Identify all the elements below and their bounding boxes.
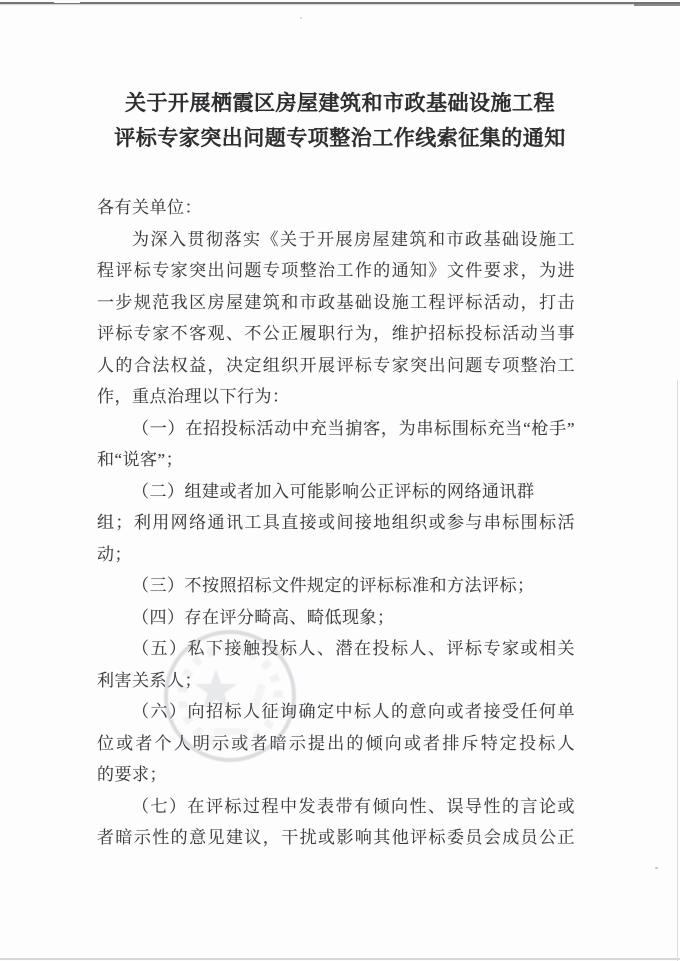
body-line: 和“说客”； [97,450,184,469]
scan-edge-right [677,380,678,961]
document-title-line1: 关于开展栖霞区房屋建筑和市政基础设施工程 [125,91,555,115]
body-line: 一步规范我区房屋建筑和市政基础设施工程评标活动，打击 [97,292,575,312]
body-line: （二）组建或者加入可能影响公正评标的网络通讯群 [132,481,535,501]
body-line: 动； [97,544,132,564]
scan-speck [300,17,302,19]
body-line: （一）在招投标活动中充当掮客，为串标围标充当“枪手” [132,418,575,438]
body-line: （七）在评标过程中发表带有倾向性、误导性的言论或 [132,796,575,816]
body-line: 者暗示性的意见建议，干扰或影响其他评标委员会成员公正 [97,828,575,847]
body-line: （四）存在评分畸高、畸低现象； [132,607,395,627]
body-line: 位或者个人明示或者暗示提出的倾向或者排斥特定投标人 [97,733,575,753]
body-line: 利害关系人； [97,670,202,690]
body-line: （六）向招标人征询确定中标人的意向或者接受任何单 [132,702,575,721]
document-body [97,192,575,854]
body-line: 评标专家不客观、不公正履职行为，维护招标投标活动当事 [97,324,575,343]
scan-edge-top [0,2,680,4]
body-line: 程评标专家突出问题专项整治工作的通知》文件要求，为进 [97,261,575,280]
scan-speck [655,867,658,869]
body-line: 为深入贯彻落实《关于开展房屋建筑和市政基础设施工 [132,229,575,249]
scan-edge-top-segment [634,4,680,6]
document-title-line2: 评标专家突出问题专项整治工作线索征集的通知 [114,126,566,150]
body-line: （三）不按照招标文件规定的评标标准和方法评标； [132,576,535,595]
body-line: 各有关单位： [97,198,202,217]
body-line: 作，重点治理以下行为： [97,387,290,406]
body-line: 人的合法权益，决定组织开展评标专家突出问题专项整治工 [97,355,575,375]
body-line: 组；利用网络通讯工具直接或间接地组织或参与串标围标活 [97,513,575,532]
document-title [0,86,680,156]
body-line: （五）私下接触投标人、潜在投标人、评标专家或相关 [132,639,575,658]
scan-edge-top-notch [54,0,80,3]
scan-edge-bottom [0,958,680,960]
body-line: 的要求； [97,765,167,784]
